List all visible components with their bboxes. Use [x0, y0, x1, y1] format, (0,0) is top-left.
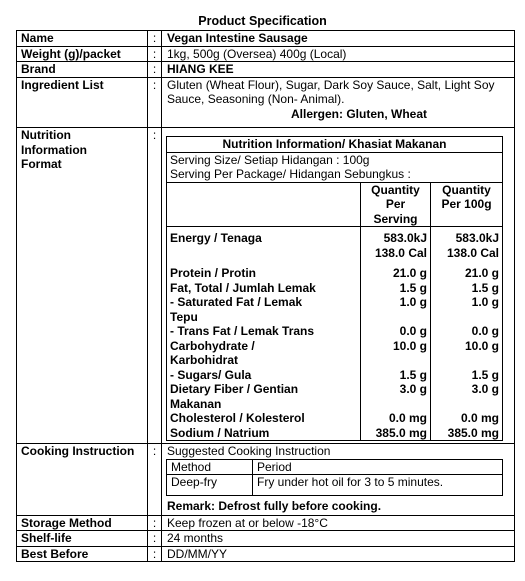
- row-shelf-life: [17, 531, 515, 547]
- nutrition-table-title: Nutrition Information/ Khasiat Makanan: [167, 137, 503, 153]
- per-100g-value: 1.5 g: [431, 281, 503, 296]
- nutrient-row-carbohydrate: [167, 339, 503, 368]
- nutrient-name: [167, 339, 361, 368]
- col-per-serving-header: [361, 182, 431, 227]
- nutrition-facts-table: [166, 136, 503, 441]
- energy-cal-serving: 138.0 Cal: [374, 245, 427, 260]
- col-100g-line1: Quantity: [442, 182, 491, 197]
- nutrient-name: [167, 295, 361, 324]
- page-title: Product Specification: [198, 14, 327, 28]
- best-before-label: Best Before: [17, 546, 148, 562]
- storage-label: Storage Method: [17, 515, 148, 531]
- nutrient-row-sugars: [167, 368, 503, 383]
- nutrition-header-row: [167, 182, 503, 227]
- nutrition-title-row: [167, 137, 503, 153]
- period-header: Period: [253, 459, 503, 475]
- ingredients-cell: [162, 77, 515, 128]
- cooking-header-row: [167, 459, 503, 475]
- ingredients-value: Gluten (Wheat Flour), Sugar, Dark Soy Sauce, Salt, Light Soy Sauce, Seasoning (Non- Animal).: [167, 77, 495, 106]
- nutrition-cell: [162, 128, 515, 444]
- best-before-value: DD/MM/YY: [162, 546, 515, 562]
- separator: :: [148, 546, 162, 562]
- period-value: Fry under hot oil for 3 to 5 minutes.: [253, 475, 503, 496]
- per-100g-value: 0.0 mg: [431, 411, 503, 426]
- separator: :: [148, 46, 162, 62]
- separator: :: [148, 515, 162, 531]
- per-serving-value: 1.5 g: [361, 281, 431, 296]
- serving-per-package: Serving Per Package/ Hidangan Sebungkus :: [170, 167, 411, 181]
- row-storage: [17, 515, 515, 531]
- carb-name-line1: Carbohydrate /: [170, 338, 255, 353]
- row-weight: [17, 46, 515, 62]
- nutrition-label-line2: Information: [21, 142, 87, 157]
- shelf-life-value: 24 months: [162, 531, 515, 547]
- cooking-remark: Remark: Defrost fully before cooking.: [167, 499, 382, 513]
- separator: :: [148, 62, 162, 78]
- nutrient-name: Sodium / Natrium: [167, 426, 361, 441]
- storage-value: Keep frozen at or below -18°C: [162, 515, 515, 531]
- per-serving-value: 1.0 g: [361, 295, 431, 324]
- energy-kj-serving: 583.0kJ: [383, 231, 427, 245]
- nutrient-row-trans-fat: [167, 324, 503, 339]
- col-serving-line2: Per: [385, 197, 406, 211]
- per-serving-value: 21.0 g: [361, 260, 431, 281]
- row-name: [17, 31, 515, 47]
- per-100g-value: 1.5 g: [431, 368, 503, 383]
- separator: :: [148, 444, 162, 516]
- per-100g-value: 0.0 g: [431, 324, 503, 339]
- energy-cal-100g: 138.0 Cal: [446, 245, 500, 260]
- nutrient-row-cholesterol: [167, 411, 503, 426]
- weight-label: Weight (g)/packet: [17, 46, 148, 62]
- method-value: Deep-fry: [167, 475, 253, 496]
- per-serving-value: 1.5 g: [361, 368, 431, 383]
- serving-size: Serving Size/ Setiap Hidangan : 100g: [170, 152, 370, 167]
- separator: :: [148, 77, 162, 128]
- nutrition-label: [17, 128, 148, 444]
- separator: :: [148, 531, 162, 547]
- nutrient-name: Fat, Total / Jumlah Lemak: [167, 281, 361, 296]
- per-serving-value: 3.0 g: [361, 382, 431, 411]
- nutrient-name: Protein / Protin: [167, 260, 361, 281]
- nutrition-label-line3: Format: [21, 157, 62, 171]
- method-header: Method: [167, 459, 253, 475]
- serving-info: [167, 152, 503, 182]
- nutrient-row-energy: [167, 227, 503, 261]
- nutrient-row-protein: [167, 260, 503, 281]
- nutrient-name: Cholesterol / Kolesterol: [167, 411, 361, 426]
- cooking-method-row: [167, 475, 503, 496]
- per-100g-value: 3.0 g: [431, 382, 503, 411]
- ingredients-label: Ingredient List: [17, 77, 148, 128]
- fiber-name-line2: Makanan: [170, 396, 222, 411]
- per-serving-value: 0.0 g: [361, 324, 431, 339]
- col-serving-line3: Serving: [373, 211, 418, 226]
- col-100g-line2: Per 100g: [441, 197, 492, 211]
- nutrient-name: [167, 382, 361, 411]
- nutrient-row-fat: [167, 281, 503, 296]
- nutrient-name: - Trans Fat / Lemak Trans: [167, 324, 361, 339]
- nutrient-name: - Sugars/ Gula: [167, 368, 361, 383]
- per-100g-value: 1.0 g: [431, 295, 503, 324]
- per-100g-value: [431, 227, 503, 261]
- per-100g-value: 385.0 mg: [431, 426, 503, 441]
- col-per-100g-header: [431, 182, 503, 227]
- weight-value: 1kg, 500g (Oversea) 400g (Local): [162, 46, 515, 62]
- per-100g-value: 21.0 g: [431, 260, 503, 281]
- cooking-method-table: [166, 459, 503, 497]
- allergen-statement: Allergen: Gluten, Wheat: [290, 106, 427, 121]
- per-serving-value: 0.0 mg: [361, 411, 431, 426]
- nutrient-name: Energy / Tenaga: [167, 227, 361, 261]
- nutrition-label-line1: Nutrition: [21, 128, 71, 142]
- row-best-before: [17, 546, 515, 562]
- per-100g-value: 10.0 g: [431, 339, 503, 368]
- separator: :: [148, 128, 162, 444]
- row-cooking: [17, 444, 515, 516]
- name-label: Name: [17, 31, 148, 47]
- separator: :: [148, 31, 162, 47]
- empty-header-cell: [167, 182, 361, 227]
- nutrient-row-saturated-fat: [167, 295, 503, 324]
- specification-table: [16, 30, 515, 562]
- nutrient-row-sodium: [167, 426, 503, 441]
- carb-name-line2: Karbohidrat: [170, 353, 239, 367]
- per-serving-value: [361, 227, 431, 261]
- energy-kj-100g: 583.0kJ: [455, 231, 500, 245]
- row-ingredients: [17, 77, 515, 128]
- row-nutrition: [17, 128, 515, 444]
- sat-fat-name-line1: - Saturated Fat / Lemak: [170, 295, 303, 309]
- per-serving-value: 385.0 mg: [361, 426, 431, 441]
- brand-label: Brand: [17, 62, 148, 78]
- cooking-heading: Suggested Cooking Instruction: [167, 444, 331, 458]
- row-brand: [17, 62, 515, 78]
- brand-value: HIANG KEE: [162, 62, 515, 78]
- sat-fat-name-line2: Tepu: [170, 309, 198, 324]
- nutrient-row-fiber: [167, 382, 503, 411]
- cooking-label: Cooking Instruction: [17, 444, 148, 516]
- cooking-cell: [162, 444, 515, 516]
- serving-info-row: [167, 152, 503, 182]
- name-value: Vegan Intestine Sausage: [162, 31, 515, 47]
- fiber-name-line1: Dietary Fiber / Gentian: [170, 382, 299, 396]
- col-serving-line1: Quantity: [371, 182, 420, 197]
- per-serving-value: 10.0 g: [361, 339, 431, 368]
- shelf-life-label: Shelf-life: [17, 531, 148, 547]
